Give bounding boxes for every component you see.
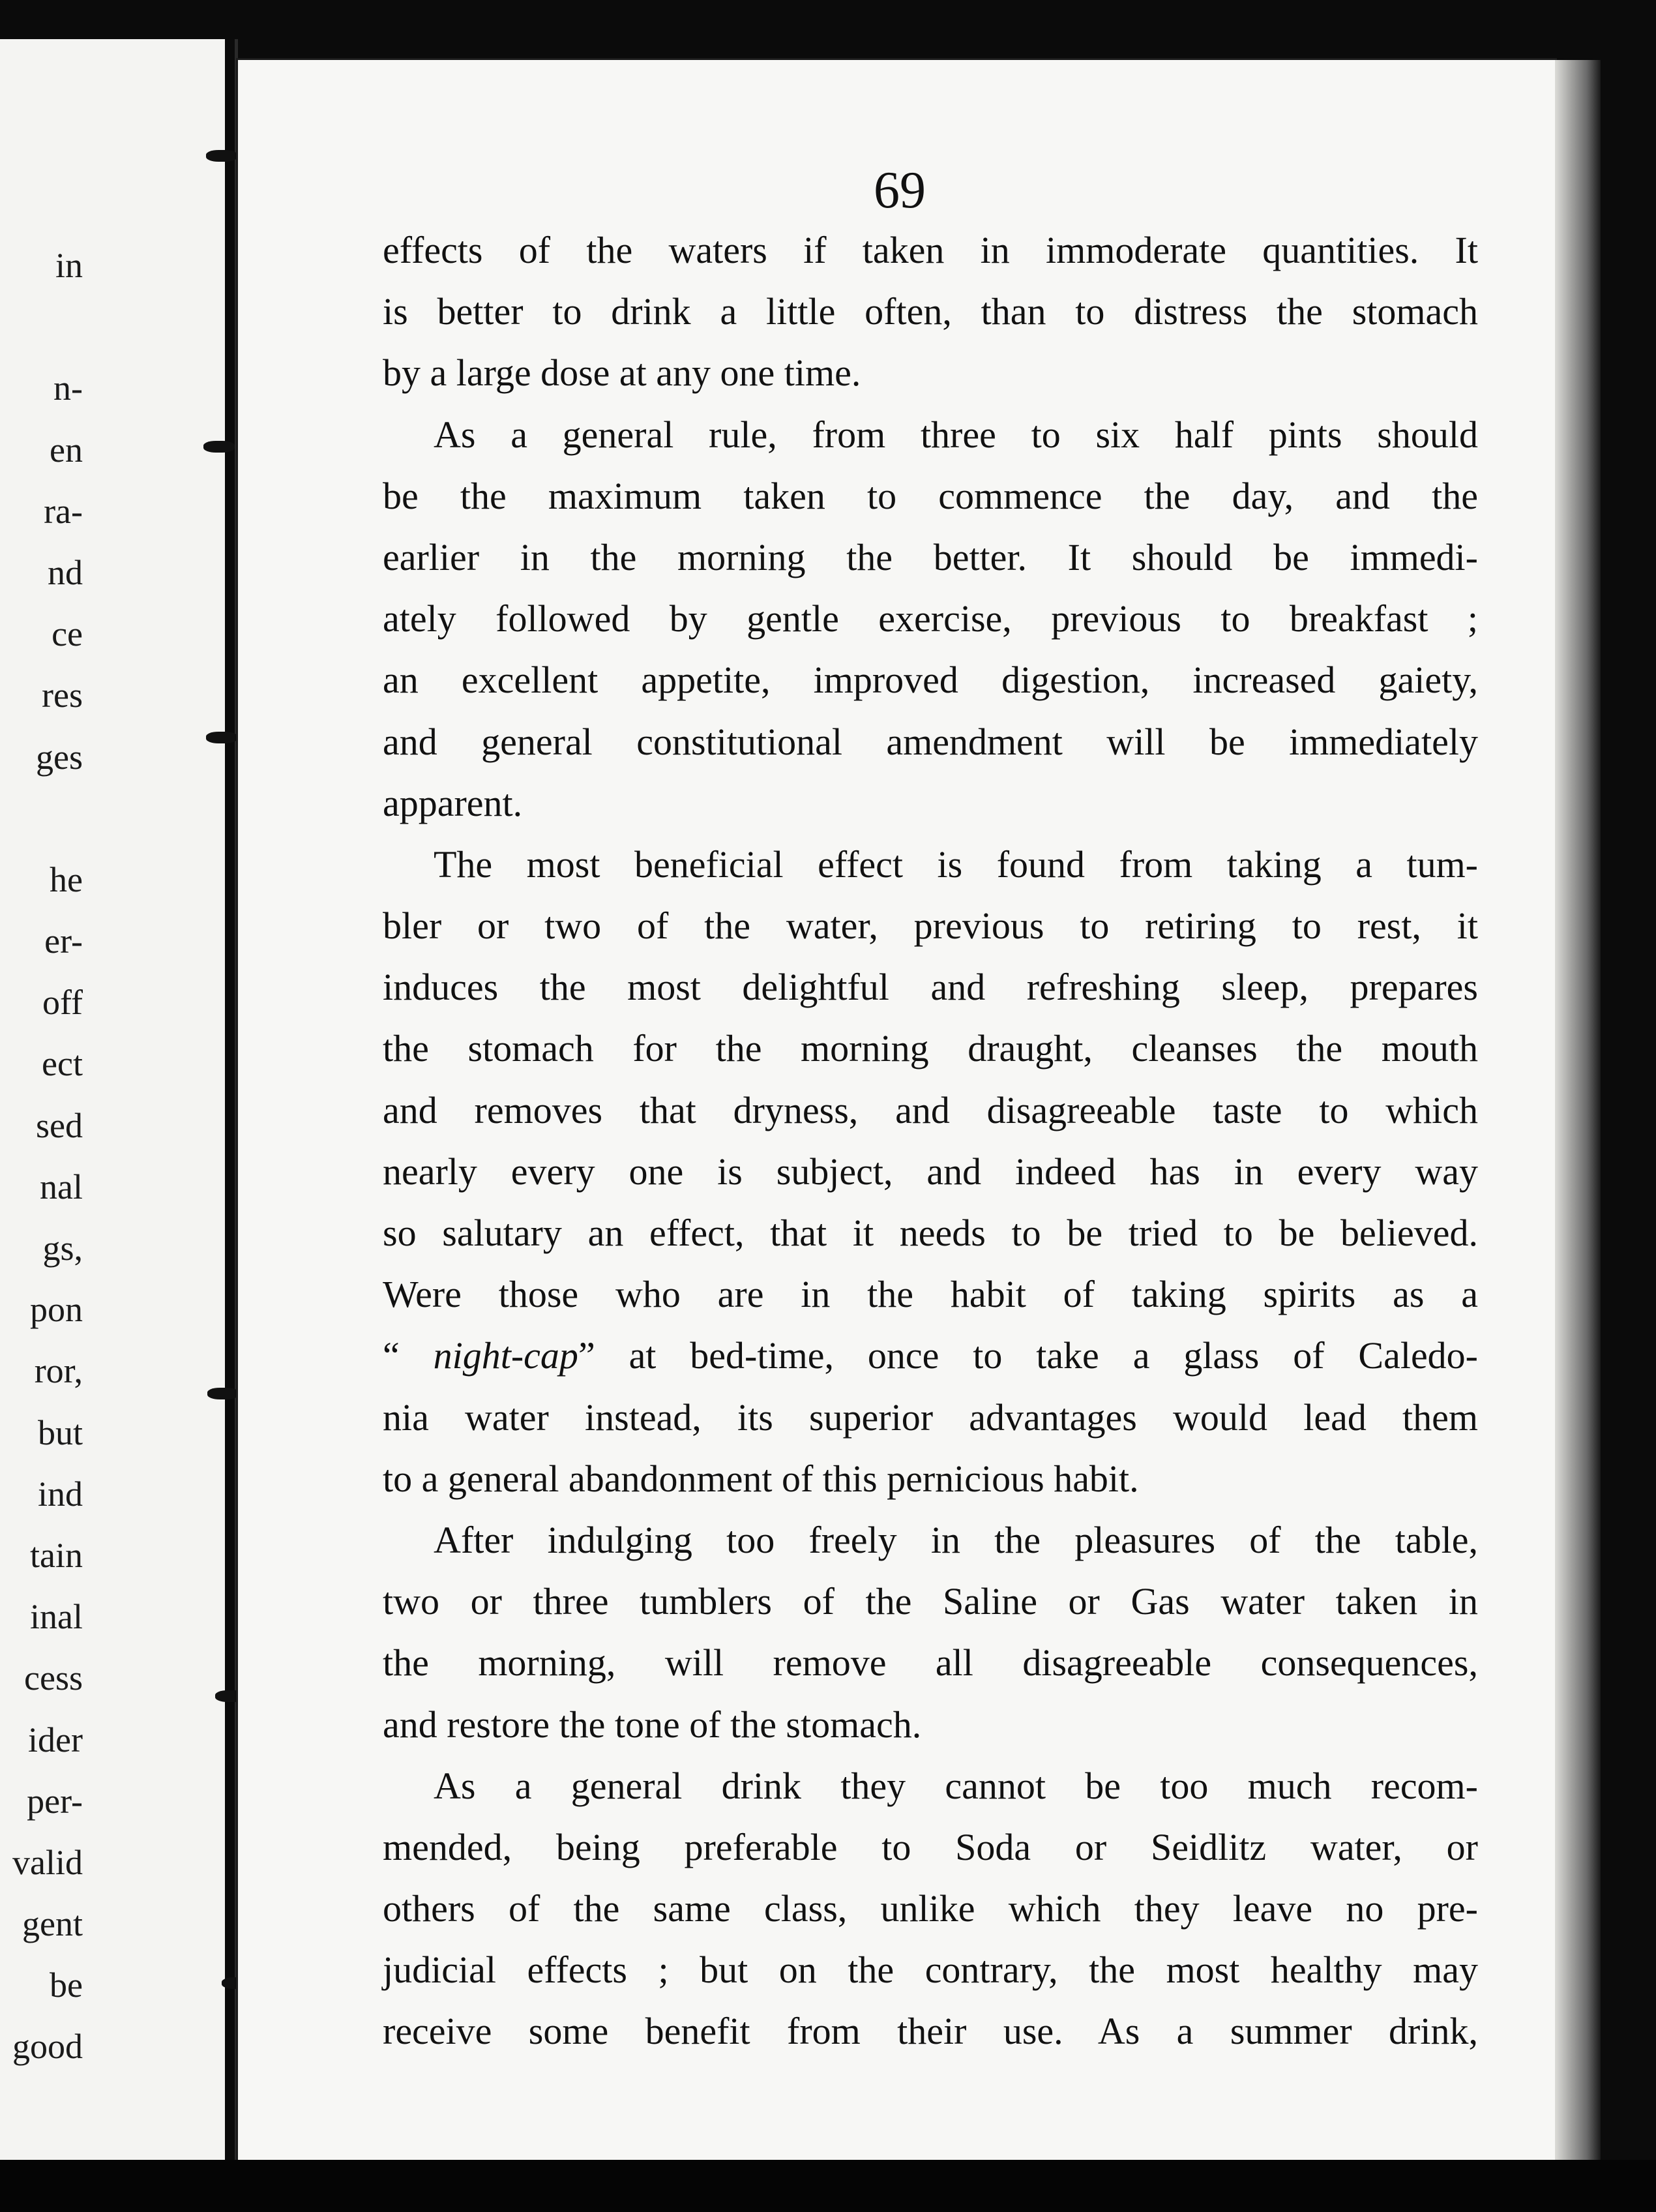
- text-line: earlier in the morning the better. It should be immedi-: [383, 535, 1478, 578]
- fragment-line: gs,: [42, 1229, 83, 1268]
- fragment-line: gent: [22, 1904, 83, 1944]
- text-line: and general constitutional amendment will be immediately: [383, 720, 1478, 763]
- fragment-line: n-: [53, 368, 83, 408]
- text-line: and removes that dryness, and disagreeable taste to which: [383, 1088, 1478, 1131]
- text-line: ately followed by gentle exercise, previous to breakfast ;: [383, 597, 1478, 640]
- fragment-line: ind: [37, 1474, 83, 1514]
- page-number: 69: [874, 162, 926, 219]
- fragment-line: nal: [40, 1167, 83, 1206]
- binding-stitch-mark: [207, 1388, 239, 1399]
- text-line: After indulging too freely in the pleasures of the table,: [434, 1518, 1478, 1561]
- fragment-line: cess: [24, 1658, 83, 1698]
- text-line: induces the most delightful and refreshing sleep, prepares: [383, 966, 1478, 1009]
- fragment-line: he: [50, 859, 83, 899]
- fragment-line: res: [42, 676, 83, 715]
- fragment-line: ror,: [34, 1351, 83, 1391]
- fragment-line: pon: [30, 1290, 83, 1330]
- text-line: apparent.: [383, 781, 523, 824]
- text-line: be the maximum taken to commence the day, and the: [383, 474, 1478, 517]
- text-line: is better to drink a little often, than to distress the stomach: [383, 290, 1478, 333]
- fragment-line: ce: [52, 614, 83, 654]
- fragment-line: valid: [12, 1842, 83, 1882]
- fragment-line: sed: [36, 1105, 83, 1145]
- fragment-line: nd: [48, 552, 83, 592]
- fragment-line: inal: [30, 1597, 83, 1637]
- binding-stitch-mark: [206, 732, 237, 743]
- text-line: The most beneficial effect is found from taking a tum-: [434, 843, 1478, 886]
- text-line: effects of the waters if taken in immoderate quantities. It: [383, 229, 1478, 271]
- fragment-line: be: [50, 1965, 83, 2005]
- fragment-line: [0, 788, 225, 849]
- binding-stitch-mark: [206, 150, 237, 162]
- quote-line-rest: ” at bed-time, once to take a glass of Caledo-: [578, 1334, 1479, 1377]
- text-line: to a general abandonment of this pernicious habit.: [383, 1457, 1139, 1500]
- fragment-line: off: [42, 983, 83, 1023]
- fragment-line: [0, 296, 225, 357]
- text-line: and restore the tone of the stomach.: [383, 1703, 922, 1746]
- text-line: As a general drink they cannot be too much recom-: [434, 1764, 1478, 1807]
- italic-phrase: night-cap: [433, 1334, 578, 1377]
- fragment-line: good: [12, 2027, 83, 2067]
- fragment-line: ect: [42, 1044, 83, 1084]
- text-line: two or three tumblers of the Saline or Gas water taken in: [383, 1580, 1478, 1623]
- fragment-line: ra-: [44, 491, 83, 531]
- text-line: mended, being preferable to Soda or Seidlitz water, or: [383, 1825, 1478, 1868]
- open-quote: “: [383, 1334, 434, 1377]
- text-line: nearly every one is subject, and indeed has in every way: [383, 1150, 1478, 1193]
- text-line: by a large dose at any one time.: [383, 351, 861, 395]
- page-body-text: [383, 220, 1478, 2063]
- text-line: bler or two of the water, previous to retiring to rest, it: [383, 904, 1478, 948]
- fragment-line: er-: [44, 921, 83, 961]
- text-line: the morning, will remove all disagreeable consequences,: [383, 1641, 1478, 1684]
- text-line: the stomach for the morning draught, cleanses the mouth: [383, 1027, 1478, 1070]
- book-page: [238, 60, 1555, 2160]
- previous-page-strip: [0, 39, 225, 2191]
- page-edge-shadow: [1555, 60, 1601, 2160]
- quoted-text-line: [383, 1325, 1478, 1386]
- fragment-line: in: [55, 246, 83, 285]
- fragment-line: ider: [28, 1720, 83, 1759]
- text-line: judicial effects ; but on the contrary, the most healthy may: [383, 1949, 1478, 1992]
- previous-page-line-fragments: [0, 235, 225, 2078]
- text-line: Were those who are in the habit of taking spirits as a: [383, 1273, 1478, 1316]
- scan-bottom-shadow: [0, 2160, 1656, 2212]
- fragment-line: per-: [27, 1781, 83, 1821]
- text-line: so salutary an effect, that it needs to be tried to be believed.: [383, 1212, 1478, 1254]
- text-line: an excellent appetite, improved digestion, increased gaiety,: [383, 659, 1478, 702]
- text-line: receive some benefit from their use. As a summer drink,: [383, 2010, 1478, 2053]
- fragment-line: but: [37, 1412, 83, 1452]
- fragment-line: ges: [36, 737, 83, 777]
- text-line: nia water instead, its superior advantages would lead them: [383, 1396, 1478, 1439]
- text-line: others of the same class, unlike which they leave no pre-: [383, 1887, 1478, 1930]
- binding-stitch-mark: [203, 441, 235, 453]
- fragment-line: en: [50, 430, 83, 470]
- fragment-line: tain: [30, 1535, 83, 1575]
- text-line: As a general rule, from three to six half pints should: [434, 413, 1478, 456]
